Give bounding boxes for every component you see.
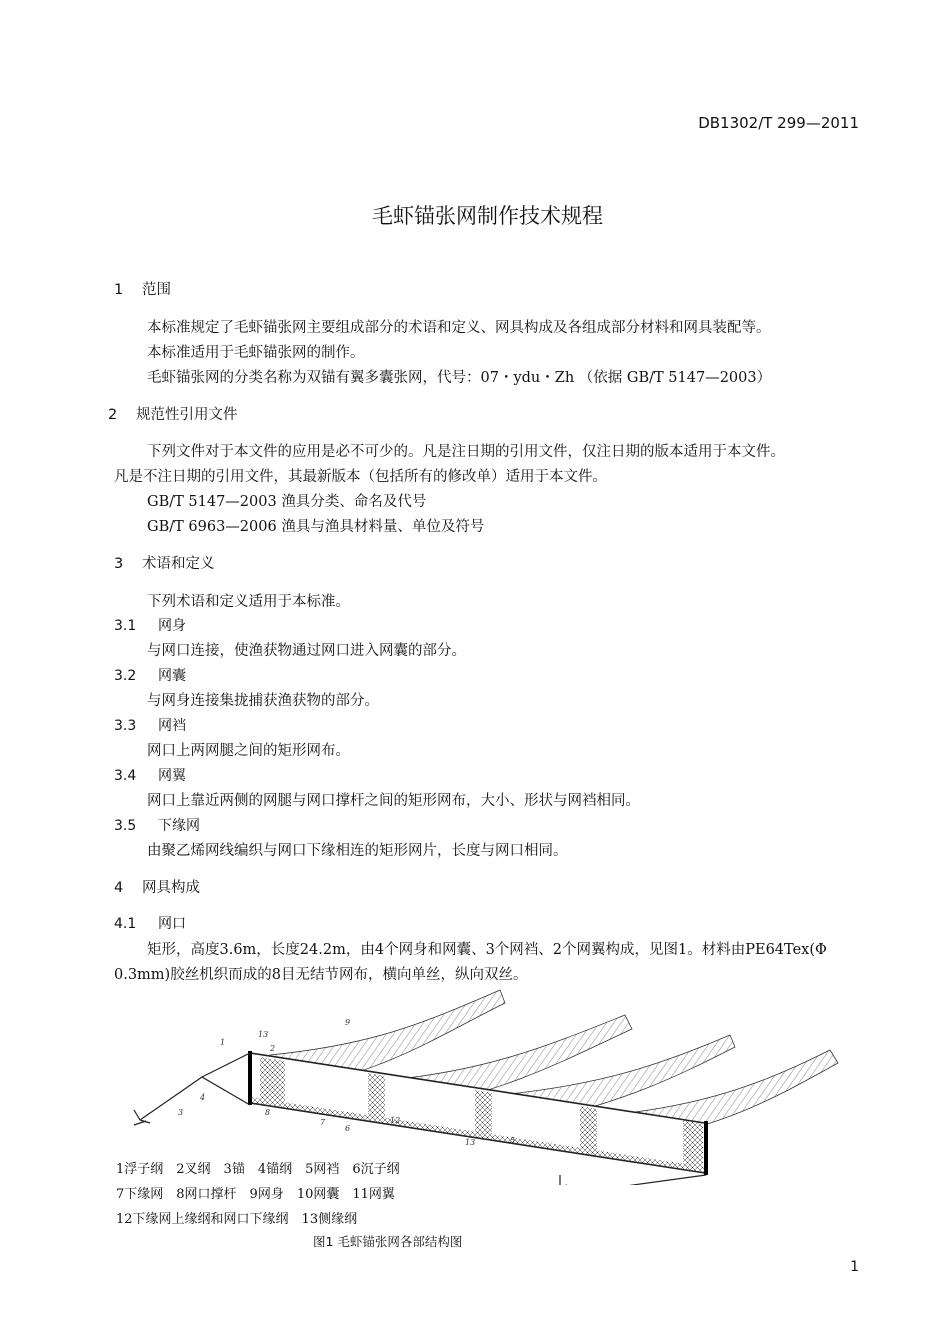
term-number: 3.5	[114, 818, 137, 834]
term-heading	[114, 715, 186, 735]
section-3-heading	[114, 552, 215, 573]
paragraph: 下列术语和定义适用于本标准。	[147, 594, 350, 610]
term-name: 下缘网	[158, 818, 200, 834]
paragraph: 毛虾锚张网的分类名称为双锚有翼多囊张网，代号：07・ydu・Zh （依据 GB/T 5147—2003）	[147, 370, 772, 386]
net-crotch-2	[475, 1090, 492, 1137]
section-4-heading	[114, 876, 200, 897]
paragraph: 凡是不注日期的引用文件，其最新版本（包括所有的修改单）适用于本文件。	[114, 469, 607, 485]
term-heading	[114, 665, 186, 685]
term-definition: 由聚乙烯网线编织与网口下缘相连的矩形网片，长度与网口相同。	[147, 843, 568, 859]
figure-legend-line: 12下缘网上缘纲和网口下缘纲 13侧缘纲	[116, 1212, 358, 1227]
label-12: 12	[390, 1116, 401, 1125]
anchor-rope-left	[140, 1077, 202, 1120]
term-heading	[114, 765, 186, 785]
net-wing-left	[260, 1057, 285, 1105]
label-2: 2	[270, 1044, 276, 1053]
section-title: 术语和定义	[142, 556, 215, 572]
section-number: 3	[114, 556, 124, 572]
subsection-number: 4.1	[114, 916, 137, 932]
document-code: DB1302/T 299—2011	[698, 114, 859, 132]
label-9: 9	[345, 1018, 351, 1027]
label-1: 1	[220, 1038, 226, 1047]
label-13: 13	[258, 1030, 269, 1039]
label-5: 5	[510, 1136, 516, 1145]
section-2-heading	[108, 403, 238, 424]
subsection-heading	[114, 913, 186, 933]
net-wing-right	[683, 1119, 703, 1170]
bridle-left	[202, 1053, 250, 1105]
label-13b: 13	[465, 1138, 476, 1147]
page-title: 毛虾锚张网制作技术规程	[372, 204, 603, 228]
term-number: 3.4	[114, 768, 137, 784]
section-1-heading	[114, 278, 171, 299]
label-3: 3	[178, 1108, 184, 1117]
term-number: 3.2	[114, 668, 137, 684]
paragraph: 矩形，高度3.6m，长度24.2m，由4个网身和网囊、3个网裆、2个网翼构成，见图1。材料由PE64Tex(Φ	[147, 942, 827, 958]
term-heading	[114, 615, 186, 635]
anchor-left	[134, 1110, 150, 1125]
reference-item: GB/T 6963—2006 渔具与渔具材料量、单位及符号	[147, 519, 485, 535]
net-crotch-1	[368, 1073, 385, 1120]
net-structure-diagram	[120, 985, 845, 1185]
figure-legend-line: 1浮子纲 2叉纲 3锚 4锚纲 5网裆 6沉子纲	[116, 1162, 400, 1177]
anchor-right	[553, 1175, 567, 1185]
label-8: 8	[265, 1108, 271, 1117]
term-number: 3.1	[114, 618, 137, 634]
paragraph: 0.3mm)胶丝机织而成的8目无结节网布，横向单丝，纵向双丝。	[114, 967, 528, 983]
label-6: 6	[345, 1124, 351, 1133]
paragraph: 本标准适用于毛虾锚张网的制作。	[147, 345, 365, 361]
section-number: 1	[114, 282, 124, 298]
figure-caption: 图1 毛虾锚张网各部结构图	[313, 1234, 463, 1249]
term-heading	[114, 815, 200, 835]
subsection-title: 网口	[158, 916, 186, 932]
reference-item: GB/T 5147—2003 渔具分类、命名及代号	[147, 494, 427, 510]
section-number: 4	[114, 880, 124, 896]
anchor-rope-right	[560, 1175, 706, 1185]
term-name: 网裆	[158, 718, 186, 734]
term-definition: 与网身连接集拢捕获渔获物的部分。	[147, 693, 379, 709]
section-title: 网具构成	[142, 880, 200, 896]
section-number: 2	[108, 407, 118, 423]
paragraph: 下列文件对于本文件的应用是必不可少的。凡是注日期的引用文件，仅注日期的版本适用于本文件。	[147, 444, 785, 460]
term-definition: 网口上靠近两侧的网腿与网口撑杆之间的矩形网布，大小、形状与网裆相同。	[147, 793, 640, 809]
term-definition: 网口上两网腿之间的矩形网布。	[147, 743, 350, 759]
term-name: 网翼	[158, 768, 186, 784]
term-number: 3.3	[114, 718, 137, 734]
section-title: 规范性引用文件	[136, 407, 238, 423]
label-7: 7	[320, 1118, 326, 1127]
term-name: 网身	[158, 618, 186, 634]
section-title: 范围	[142, 282, 171, 298]
paragraph: 本标准规定了毛虾锚张网主要组成部分的术语和定义、网具构成及各组成部分材料和网具装配等。	[147, 320, 771, 336]
term-name: 网囊	[158, 668, 186, 684]
term-definition: 与网口连接，使渔获物通过网口进入网囊的部分。	[147, 643, 466, 659]
page-number: 1	[850, 1259, 859, 1275]
label-4: 4	[200, 1093, 206, 1102]
figure-legend-line: 7下缘网 8网口撑杆 9网身 10网囊 11网翼	[116, 1187, 395, 1202]
net-crotch-3	[580, 1106, 597, 1153]
